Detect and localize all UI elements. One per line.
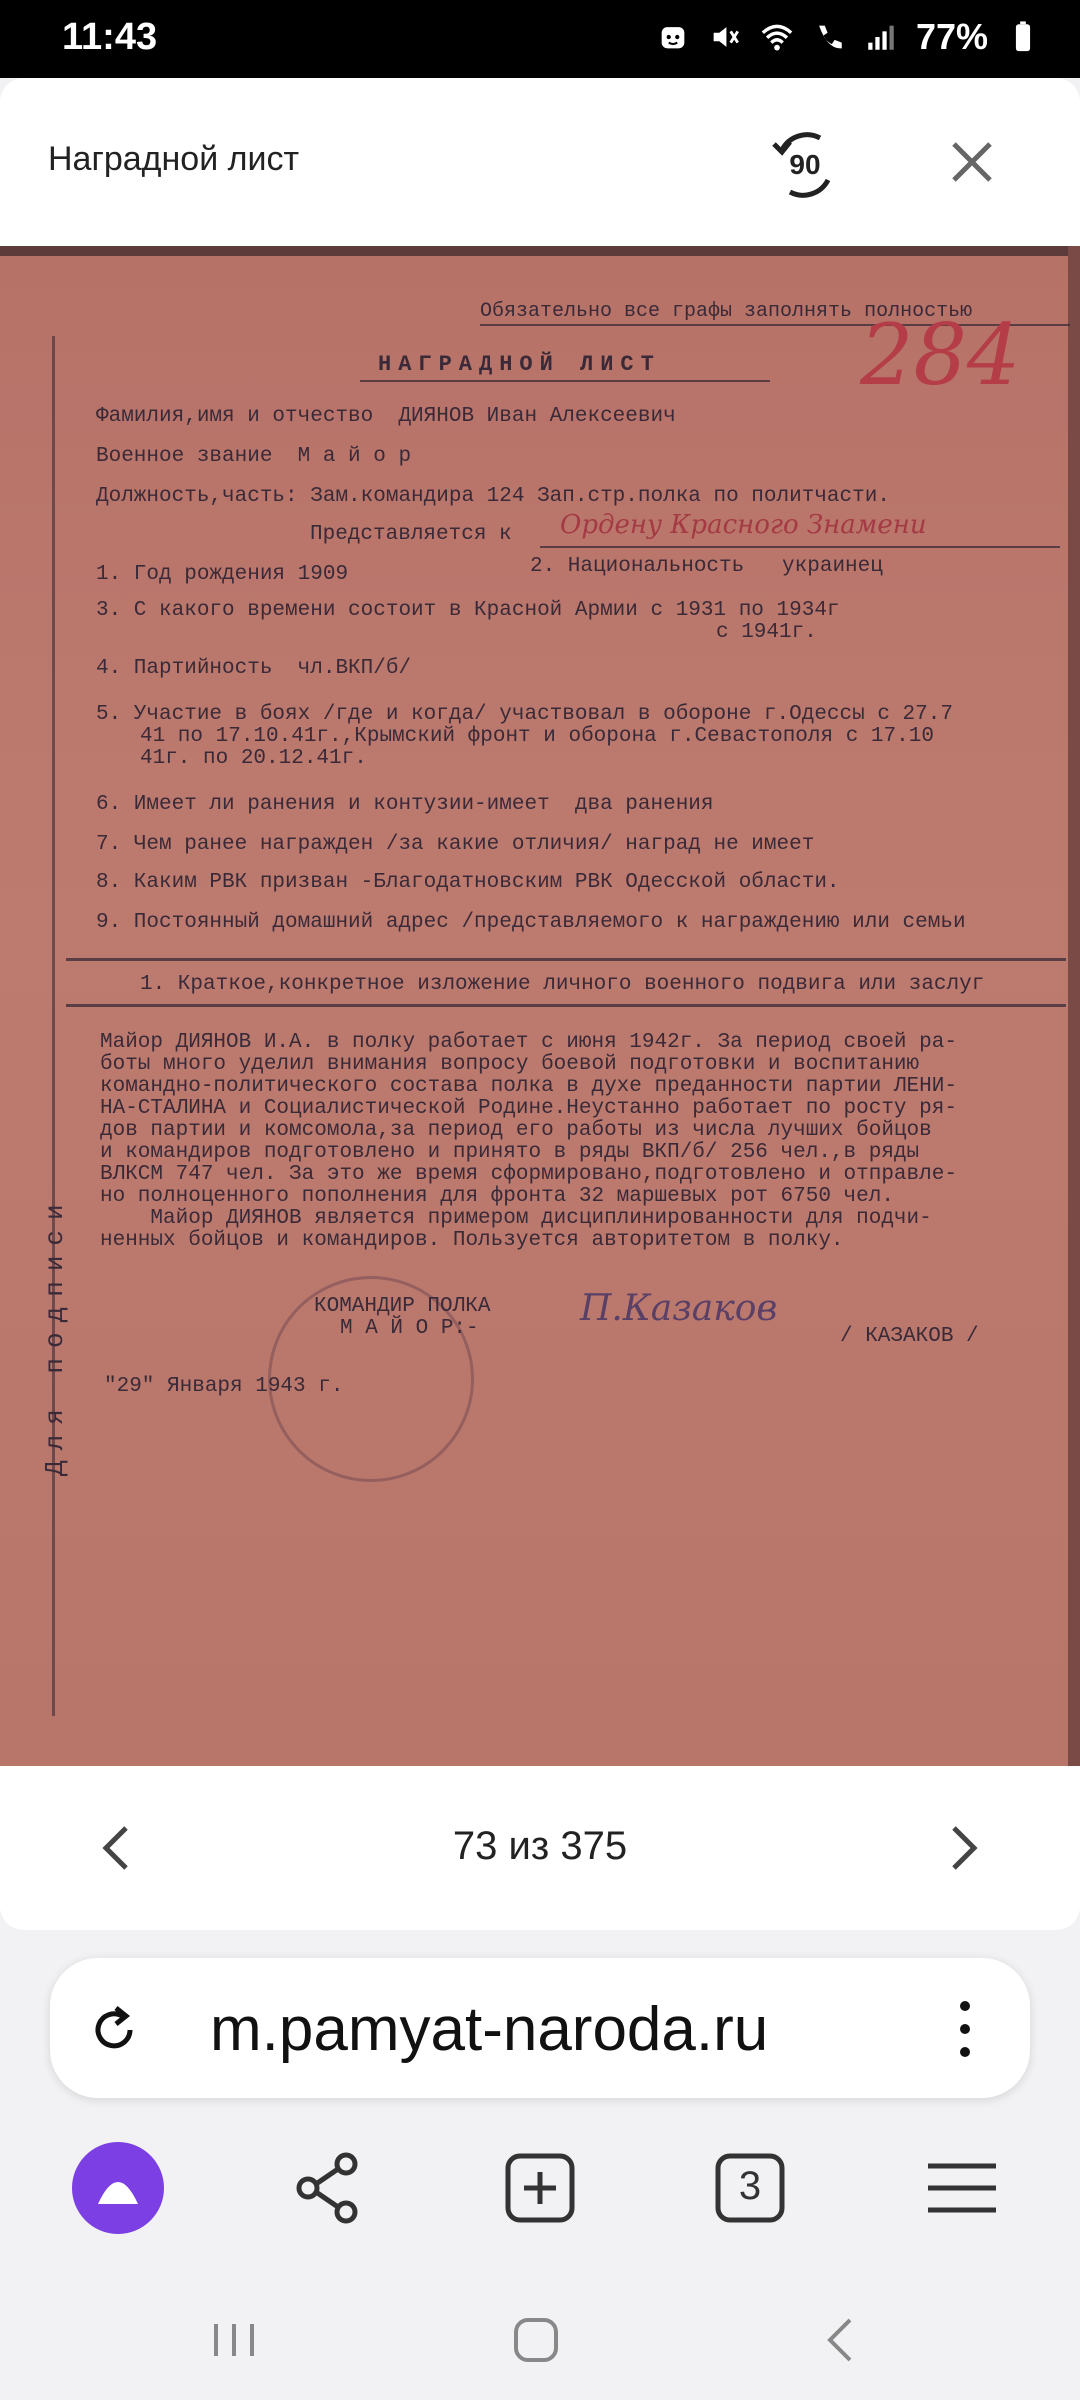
doc-side-text: Для подписи — [40, 1194, 70, 1476]
section-rule-top — [66, 958, 1066, 961]
system-nav-bar — [0, 2280, 1080, 2400]
tabs-count: 3 — [738, 2164, 762, 2208]
doc-body-line-3: командно-политического состава полка в духе преданности партии ЛЕНИ- — [100, 1075, 957, 1098]
doc-item-5a: 5. Участие в боях /где и когда/ участвовал в обороне г.Одессы с 27.7 — [96, 703, 953, 726]
doc-item-2: 2. Национальность украинец — [530, 555, 883, 578]
doc-body-line-10: ненных бойцов и командиров. Пользуется авторитетом в полку. — [100, 1229, 844, 1252]
doc-top-note: Обязательно все графы заполнять полностью — [480, 300, 973, 323]
hamburger-menu-icon[interactable] — [914, 2140, 1010, 2236]
doc-item-3b: с 1941г. — [716, 621, 817, 644]
doc-heading: НАГРАДНОЙ ЛИСТ — [378, 352, 661, 377]
more-menu-icon[interactable] — [950, 1996, 980, 2062]
pager — [0, 1766, 1080, 1928]
document-viewer — [0, 78, 1080, 1930]
doc-position-line: Должность,часть: Зам.командира 124 Зап.стр.полка по политчасти. — [96, 485, 890, 508]
doc-presented-hand: Ордену Красного Знамени — [560, 510, 927, 540]
doc-item-4: 4. Партийность чл.ВКП/б/ — [96, 657, 412, 680]
doc-signature: П.Казаков — [580, 1288, 778, 1329]
doc-date: "29" Января 1943 г. — [104, 1375, 344, 1398]
reload-icon[interactable] — [86, 2002, 142, 2058]
tabs-button[interactable] — [702, 2140, 798, 2236]
doc-body-line-4: НА-СТАЛИНА и Социалистической Родине.Неустанно работает по росту ря- — [100, 1097, 957, 1120]
back-icon[interactable] — [810, 2310, 870, 2370]
home-icon[interactable] — [506, 2310, 566, 2370]
viewer-title: Наградной лист — [48, 140, 300, 178]
doc-rank-line: Военное звание М а й о р — [96, 445, 412, 468]
rotate-90-button[interactable] — [760, 120, 850, 210]
wifi-icon — [760, 20, 794, 54]
doc-item-5c: 41г. по 20.12.41г. — [140, 747, 367, 770]
status-time: 11:43 — [62, 16, 158, 58]
doc-item-5b: 41 по 17.10.41г.,Крымский фронт и оборона г.Севастополя с 17.10 — [140, 725, 934, 748]
url-text[interactable]: m.pamyat-naroda.ru — [210, 1995, 769, 2064]
doc-body-line-8: но полноценного пополнения для фронта 32 маршевых рот 6750 чел. — [100, 1185, 894, 1208]
heading-underline — [360, 380, 770, 382]
face-icon — [656, 20, 690, 54]
close-button[interactable] — [940, 130, 1004, 194]
doc-item-3: 3. С какого времени состоит в Красной Армии с 1931 по 1934г — [96, 599, 840, 622]
doc-commander-2: М А Й О Р:- — [340, 1317, 479, 1340]
mute-icon — [708, 20, 742, 54]
doc-presented-line: Представляется к — [310, 523, 512, 546]
doc-item-7: 7. Чем ранее награжден /за какие отличия/ наград не имеет — [96, 833, 815, 856]
battery-icon — [1006, 20, 1040, 54]
doc-item-1: 1. Год рождения 1909 — [96, 563, 349, 586]
battery-percent: 77% — [915, 16, 988, 57]
doc-body-line-1: Майор ДИЯНОВ И.А. в полку работает с июня 1942г. За период своей ра- — [100, 1031, 957, 1054]
page-counter: 73 из 375 — [452, 1824, 628, 1868]
doc-body-line-6: и командиров подготовлено и принято в ряды ВКП/б/ 256 чел.,в ряды — [100, 1141, 920, 1164]
recent-apps-icon[interactable] — [204, 2310, 264, 2370]
status-icons — [656, 16, 1040, 58]
new-tab-icon[interactable] — [492, 2140, 588, 2236]
rotate-label: 90 — [789, 149, 821, 180]
share-icon[interactable] — [280, 2140, 376, 2236]
browser-bottom-nav — [0, 2120, 1080, 2250]
signal-icon — [864, 20, 898, 54]
doc-body-line-2: боты много уделил внимания вопросу боевой подготовки и воспитанию — [100, 1053, 920, 1076]
doc-item-6: 6. Имеет ли ранения и контузии-имеет два ранения — [96, 793, 714, 816]
status-bar — [0, 0, 1080, 78]
document-text — [0, 246, 1080, 1766]
doc-commander-1: КОМАНДИР ПОЛКА — [314, 1295, 491, 1318]
document-scan[interactable] — [0, 246, 1080, 1766]
doc-item-8: 8. Каким РВК призван -Благодатновским РВК Одесской области. — [96, 871, 840, 894]
doc-body-line-7: ВЛКСМ 747 чел. За это же время сформировано,подготовлено и отправле- — [100, 1163, 957, 1186]
doc-item-9: 9. Постоянный домашний адрес /представляемого к награждению или семьи — [96, 911, 966, 934]
doc-name-line: Фамилия,имя и отчество ДИЯНОВ Иван Алексеевич — [96, 405, 676, 428]
doc-body-line-9: Майор ДИЯНОВ является примером дисциплинированности для подчи- — [100, 1207, 932, 1230]
doc-commander-name: / КАЗАКОВ / — [840, 1325, 979, 1348]
section-rule-bottom — [66, 1004, 1066, 1007]
alice-assistant-icon[interactable] — [70, 2140, 166, 2236]
volte-call-icon — [812, 20, 846, 54]
doc-body-line-5: дов партии и комсомола,за период его работы из числа лучших бойцов — [100, 1119, 932, 1142]
presented-underline — [540, 546, 1060, 548]
next-page-button[interactable] — [932, 1818, 992, 1878]
doc-section-1: 1. Краткое,конкретное изложение личного военного подвига или заслуг — [140, 973, 985, 996]
handwritten-number: 284 — [860, 306, 1021, 404]
address-bar[interactable] — [50, 1958, 1030, 2098]
